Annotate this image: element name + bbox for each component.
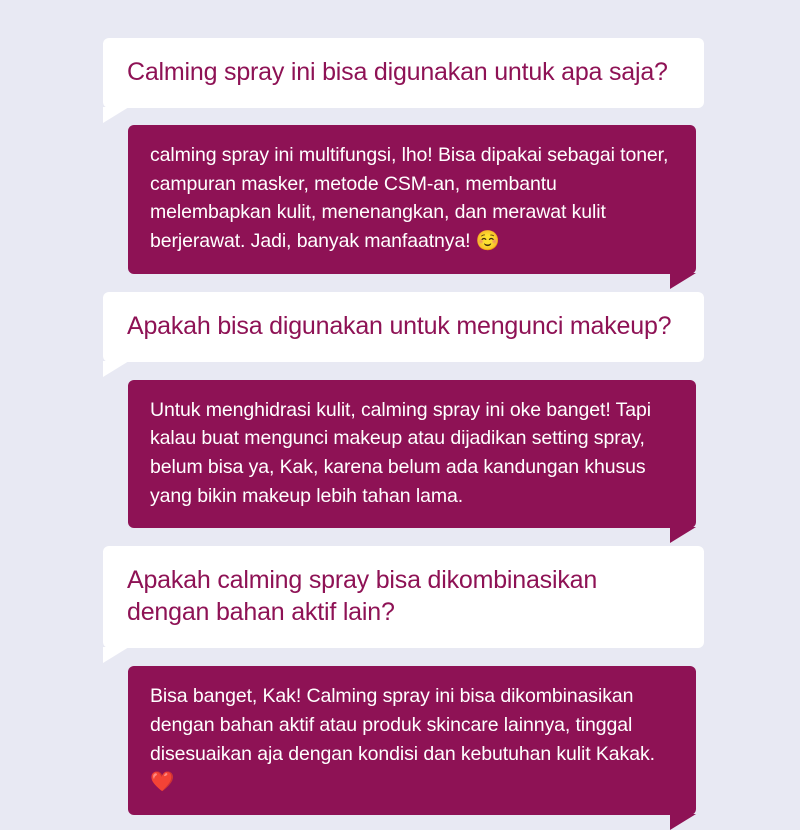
- answer-bubble-1: [128, 125, 696, 274]
- question-text-1: Calming spray ini bisa digunakan untuk apa saja?: [127, 58, 668, 86]
- chat-row-question-2: [0, 292, 800, 362]
- chat-row-answer-3: [0, 666, 800, 815]
- answer-text-2: Untuk menghidrasi kulit, calming spray ini oke banget! Tapi kalau buat mengunci makeup atau dijadikan setting spray, belum bisa ya, Kak, karena belum ada kandungan khusus yang bikin makeup lebih tahan lama.: [150, 398, 657, 507]
- chat-row-question-1: [0, 38, 800, 108]
- question-bubble-1: [103, 38, 704, 108]
- answer-text-3: Bisa banget, Kak! Calming spray ini bisa dikombinasikan dengan bahan aktif atau produk skincare lainnya, tinggal disesuaikan aja dengan kondisi dan kebutuhan kulit Kakak.❤️: [150, 685, 655, 794]
- question-text-3: Apakah calming spray bisa dikombinasikan dengan bahan aktif lain?: [127, 566, 604, 627]
- question-text-2: Apakah bisa digunakan untuk mengunci makeup?: [127, 311, 672, 340]
- answer-bubble-2: [128, 380, 696, 529]
- chat-row-answer-1: [0, 125, 800, 274]
- answer-bubble-3: [128, 666, 696, 815]
- question-bubble-3: [103, 546, 704, 648]
- chat-row-answer-2: [0, 380, 800, 529]
- question-bubble-2: [103, 292, 704, 362]
- answer-text-1: calming spray ini multifungsi, lho! Bisa dipakai sebagai toner, campuran masker, metode CSM-an, membantu melembapkan kulit, menenangkan, dan merawat kulit berjerawat. Jadi, banyak manfaatnya! ☺️: [150, 144, 674, 252]
- chat-row-question-3: [0, 546, 800, 648]
